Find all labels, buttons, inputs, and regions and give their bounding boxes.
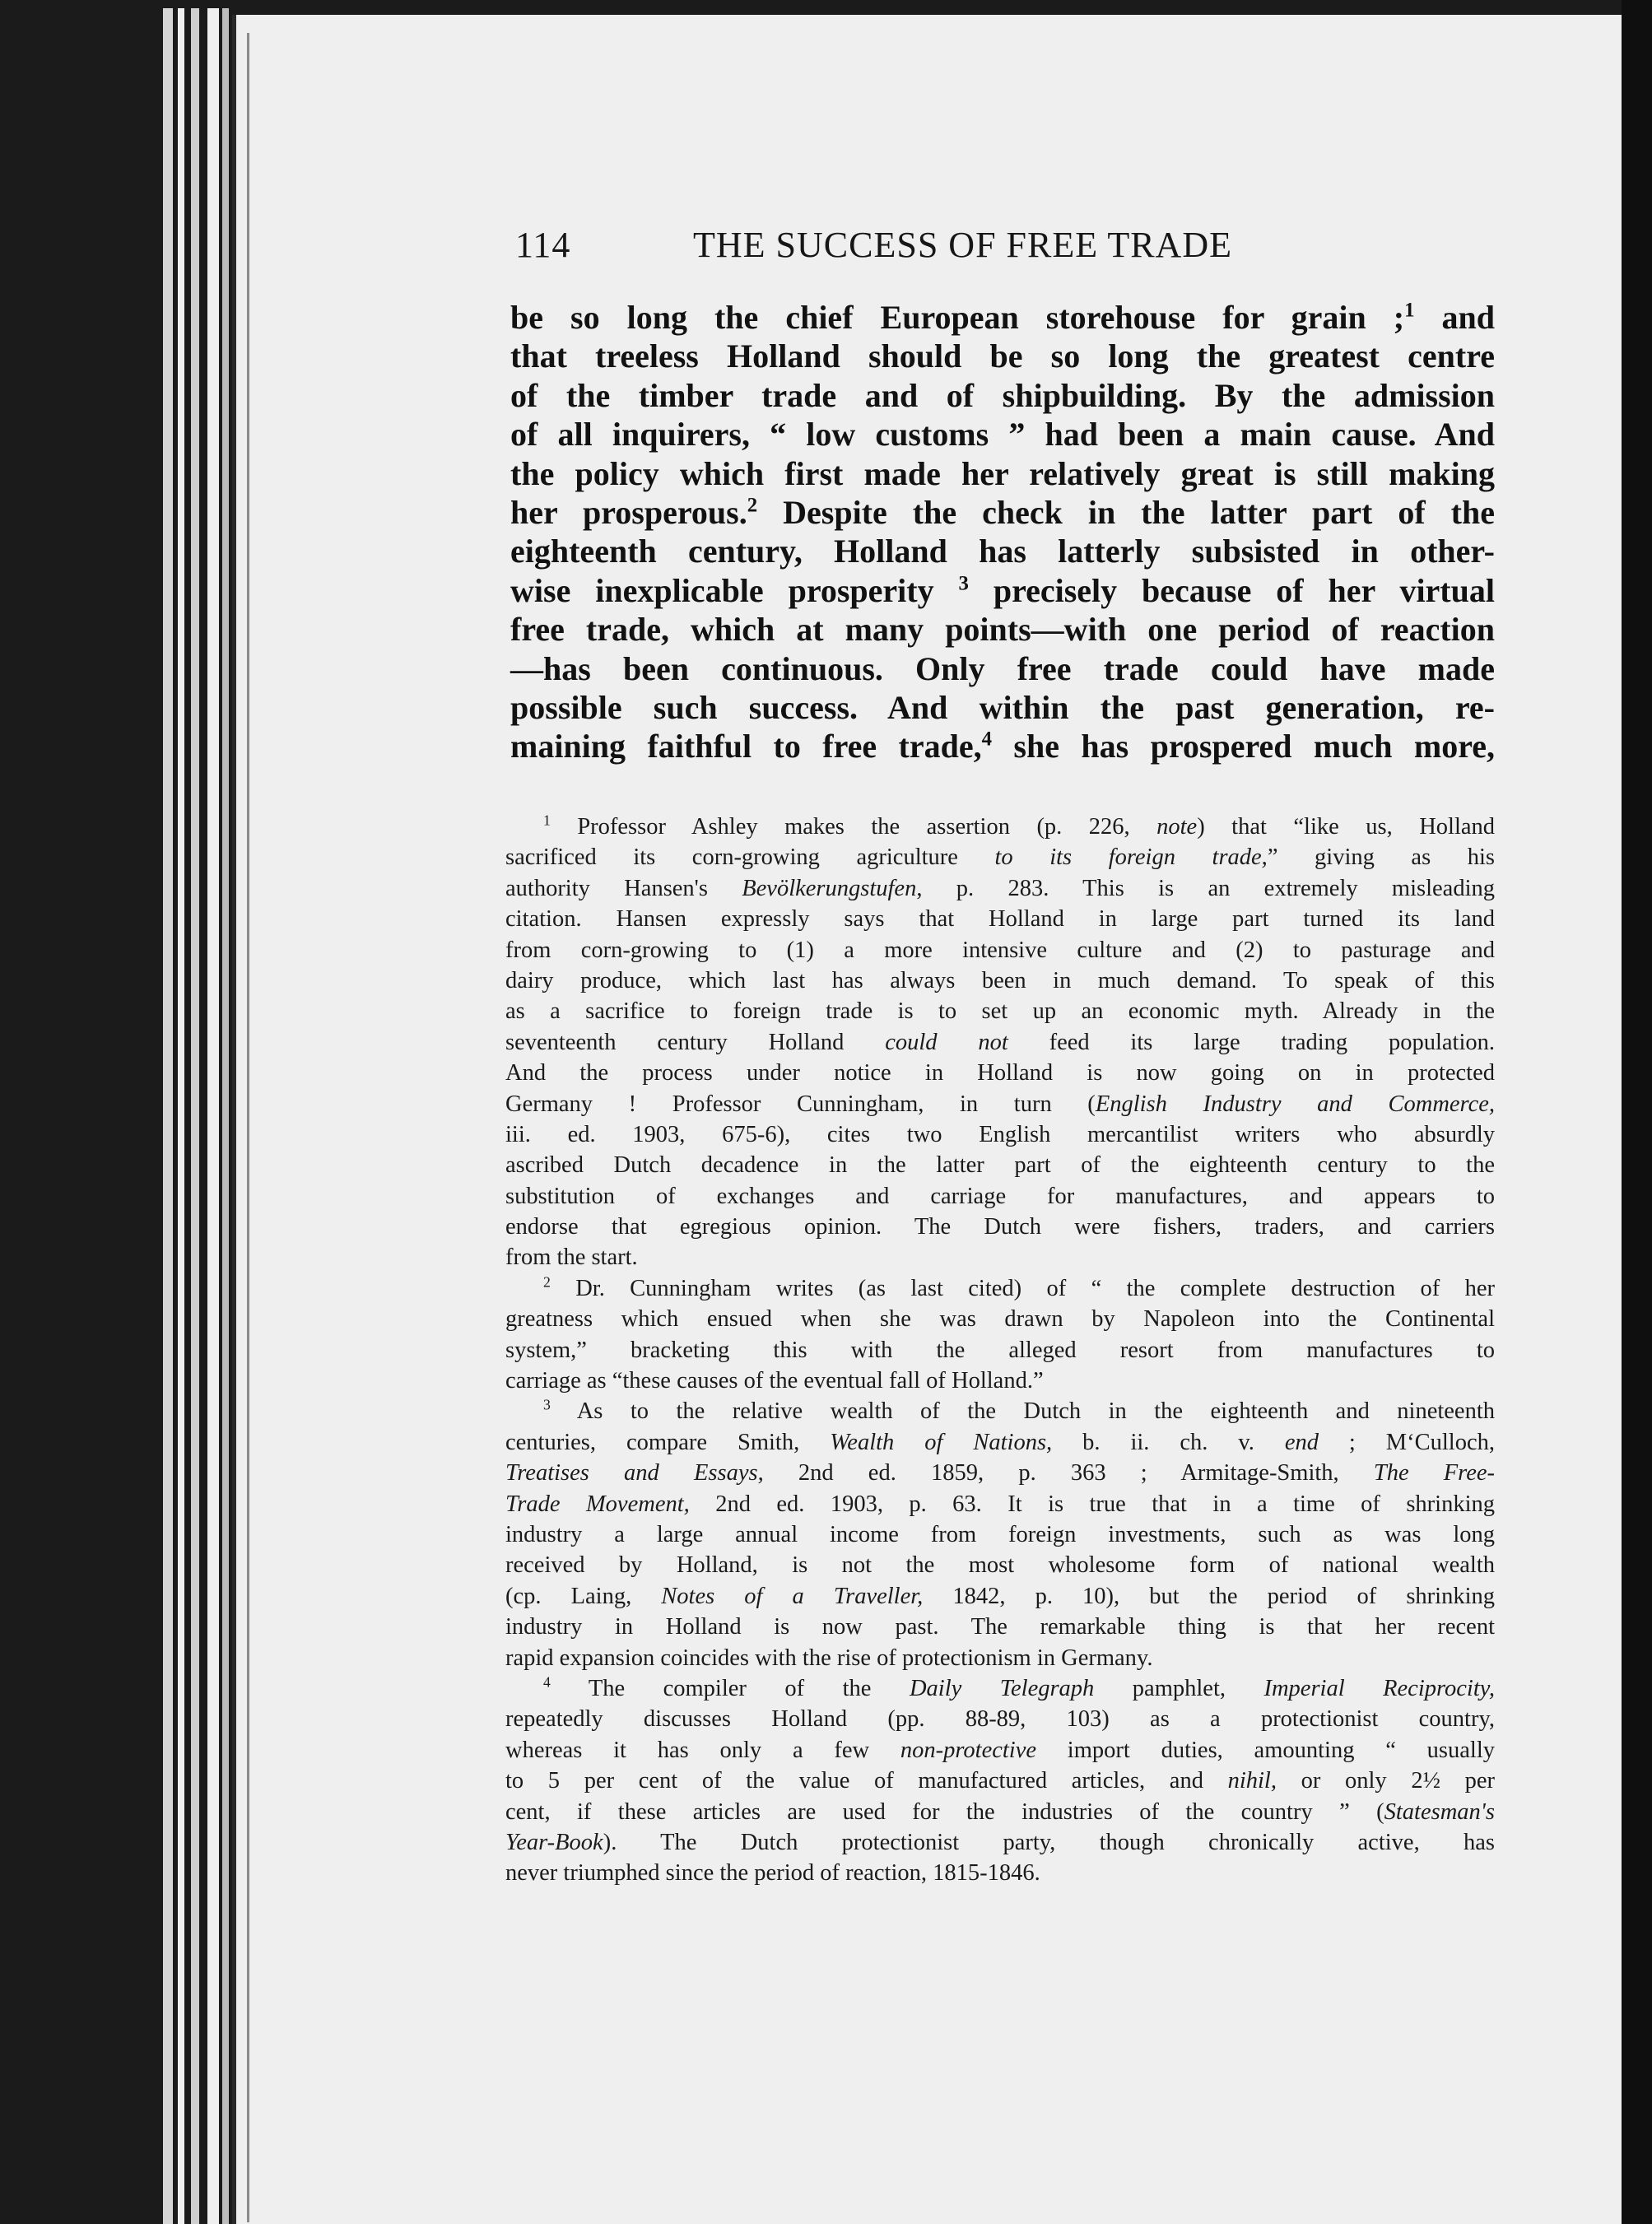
page-edge xyxy=(191,8,199,2224)
page-fold-line xyxy=(247,33,249,2222)
footnote-1-line: Germany ! Professor Cunningham, in turn (English Industry and Commerce, xyxy=(505,1091,1496,1117)
page-edge xyxy=(207,8,219,2224)
footnote-mark: 2 xyxy=(747,494,758,517)
footnote-4-line: whereas it has only a few non-protective import duties, amounting “ usually xyxy=(505,1737,1495,1763)
body-line: of the timber trade and of shipbuilding. By the admission xyxy=(510,376,1495,414)
running-header xyxy=(510,222,1473,272)
main-body-text xyxy=(510,298,1495,766)
footnote-3-line: $^3$ As to the relative wealth of the Dutch in the eighteenth and nineteenth xyxy=(543,1396,1495,1425)
footnote-3-line: centuries, compare Smith, Wealth of Nations, b. ii. ch. v. end ; M‘Culloch, xyxy=(505,1429,1496,1455)
footnote-1-line: from corn-growing to (1) a more intensive culture and (2) to pasturage and xyxy=(505,937,1495,963)
body-line: her prosperous.$^2$ Despite the check in the latter part of the xyxy=(510,493,1495,531)
footnote-3-line: (cp. Laing, Notes of a Traveller, 1842, p. 10), but the period of shrinking xyxy=(505,1583,1495,1609)
footnote-1-line: authority Hansen's Bevölkerungstufen, p. 283. This is an extremely misleading xyxy=(505,875,1496,901)
footnote-1-line: endorse that egregious opinion. The Dutch were fishers, traders, and carriers xyxy=(505,1214,1495,1240)
footnote-2-line: carriage as “these causes of the eventual fall of Holland.” xyxy=(505,1368,1044,1394)
footnote-1-line: iii. ed. 1903, 675-6), cites two English mercantilist writers who absurdly xyxy=(505,1121,1495,1147)
footnote-1-line: as a sacrifice to foreign trade is to set up an economic myth. Already in the xyxy=(505,998,1495,1025)
body-line: wise inexplicable prosperity $^3$ precisely because of her virtual xyxy=(510,571,1495,609)
footnote-mark: 3 xyxy=(958,572,969,595)
footnote-3-line: received by Holland, is not the most wholesome form of national wealth xyxy=(505,1552,1495,1579)
page-number: 114 xyxy=(515,225,571,265)
footnote-4-line: $^4$ The compiler of the Daily Telegraph pamphlet, Imperial Reciprocity, xyxy=(543,1673,1495,1701)
footnote-1-line: $^1$ Professor Ashley makes the assertion (p. 226, note) that “like us, Holland xyxy=(543,812,1496,840)
footnote-2-line: $^2$ Dr. Cunningham writes (as last cited) of “ the complete destruction of her xyxy=(543,1273,1496,1301)
body-line: maining faithful to free trade,$^4$ she has prospered much more, xyxy=(510,728,1495,765)
footnote-1-line: dairy produce, which last has always been in much demand. To speak of this xyxy=(505,967,1495,993)
body-line: eighteenth century, Holland has latterly subsisted in other- xyxy=(510,533,1495,570)
footnote-4-line: repeatedly discusses Holland (pp. 88-89, 103) as a protectionist country, xyxy=(505,1706,1495,1733)
body-line: —has been continuous. Only free trade could have made xyxy=(510,649,1495,687)
footnote-1-line: seventeenth century Holland could not feed its large trading population. xyxy=(505,1029,1495,1055)
footnote-4-line: Year-Book). The Dutch protectionist party, though chronically active, has xyxy=(505,1829,1495,1855)
page-edge xyxy=(178,8,184,2224)
page-edge xyxy=(163,8,173,2224)
body-line: the policy which first made her relatively great is still making xyxy=(510,454,1495,492)
footnote-mark: 1 xyxy=(1404,299,1415,322)
footnote-1-line: sacrificed its corn-growing agriculture to its foreign trade,” giving as his xyxy=(505,844,1495,871)
right-shadow xyxy=(1622,0,1652,2224)
body-line: be so long the chief European storehouse for grain ;$^1$ and xyxy=(510,299,1495,336)
footnote-4-line: cent, if these articles are used for the industries of the country ” (Statesman's xyxy=(505,1798,1495,1825)
footnote-3-line: Treatises and Essays, 2nd ed. 1859, p. 363 ; Armitage-Smith, The Free- xyxy=(505,1460,1496,1487)
running-title: THE SUCCESS OF FREE TRADE xyxy=(693,225,1232,265)
footnote-3-line: Trade Movement, 2nd ed. 1903, p. 63. It is true that in a time of shrinking xyxy=(505,1491,1495,1517)
footnote-1-line: citation. Hansen expressly says that Holland in large part turned its land xyxy=(505,906,1495,933)
footnote-mark: 4 xyxy=(981,728,993,751)
footnote-2-line: greatness which ensued when she was drawn by Napoleon into the Continental xyxy=(505,1306,1495,1333)
footnote-3-line: rapid expansion coincides with the rise of protectionism in Germany. xyxy=(505,1645,1153,1671)
footnote-1-line: from the start. xyxy=(505,1245,638,1271)
footnote-3-line: industry a large annual income from foreign investments, such as was long xyxy=(505,1521,1495,1547)
footnote-4-line: to 5 per cent of the value of manufactured articles, and nihil, or only 2½ per xyxy=(505,1768,1495,1794)
body-line: of all inquirers, “ low customs ” had been a main cause. And xyxy=(510,416,1495,454)
footnote-3-line: industry in Holland is now past. The remarkable thing is that her recent xyxy=(505,1614,1495,1640)
footnote-2-line: system,” bracketing this with the alleged resort from manufactures to xyxy=(505,1337,1495,1363)
footnote-4-line: never triumphed since the period of reaction, 1815-1846. xyxy=(505,1860,1040,1887)
body-line: possible such success. And within the past generation, re- xyxy=(510,688,1495,726)
page-edge xyxy=(222,8,229,2224)
footnote-1-line: substitution of exchanges and carriage for manufactures, and appears to xyxy=(505,1183,1495,1209)
body-line: free trade, which at many points—with one period of reaction xyxy=(510,611,1495,649)
footnotes xyxy=(505,812,1495,1889)
footnote-1-line: And the process under notice in Holland is now going on in protected xyxy=(505,1060,1495,1086)
body-line: that treeless Holland should be so long the greatest centre xyxy=(510,337,1495,375)
footnote-1-line: ascribed Dutch decadence in the latter part of the eighteenth century to the xyxy=(505,1152,1495,1179)
